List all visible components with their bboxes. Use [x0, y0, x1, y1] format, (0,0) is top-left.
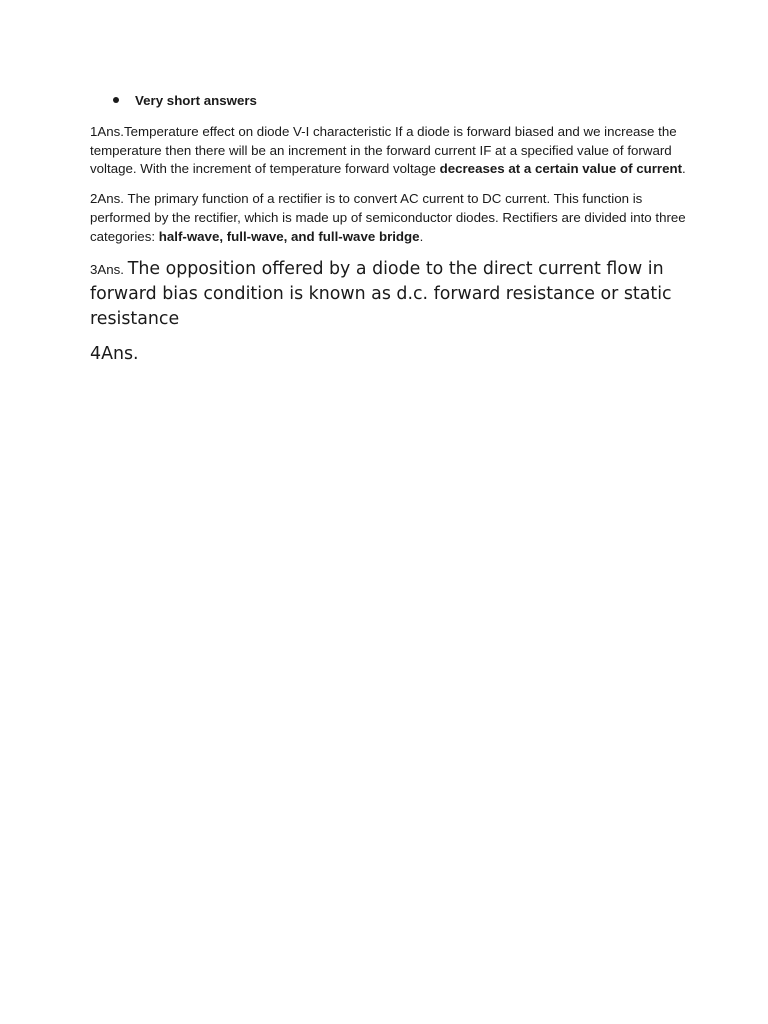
answer-4: [90, 342, 690, 366]
answer-2-tail: .: [419, 228, 424, 244]
bullet-heading: [90, 88, 690, 113]
answer-1-text: 1Ans.Temperature effect on diode V-I characteristic If a diode is forward biased and we increase the temperature then there will be an increment in the forward current IF at a specified value of forward voltage. With the increment of temperature forward voltage: [90, 124, 677, 177]
answer-2-bold: half-wave, full-wave, and full-wave bridge: [158, 228, 420, 244]
bullet-dot-icon: [113, 97, 119, 103]
answer-1: [90, 123, 690, 179]
answer-1-bold: decreases at a certain value of current: [439, 161, 683, 177]
answer-2: [90, 190, 690, 246]
bullet-heading-text: Very short answers: [135, 93, 257, 108]
answer-1-tail: .: [682, 161, 686, 177]
answer-4-prefix: 4Ans.: [90, 344, 139, 365]
answer-3-text: The opposition offered by a diode to the direct current flow in forward bias condition is known as d.c. forward resistance or static resistance: [90, 259, 672, 330]
answer-2-text: 2Ans. The primary function of a rectifier is to convert AC current to DC current. This function is performed by the rectifier, which is made up of semiconductor diodes. Rectifiers are divided into three categories:: [90, 191, 686, 244]
answer-3: [90, 257, 690, 332]
document-page: [90, 88, 690, 366]
answer-3-prefix: 3Ans.: [90, 262, 128, 278]
